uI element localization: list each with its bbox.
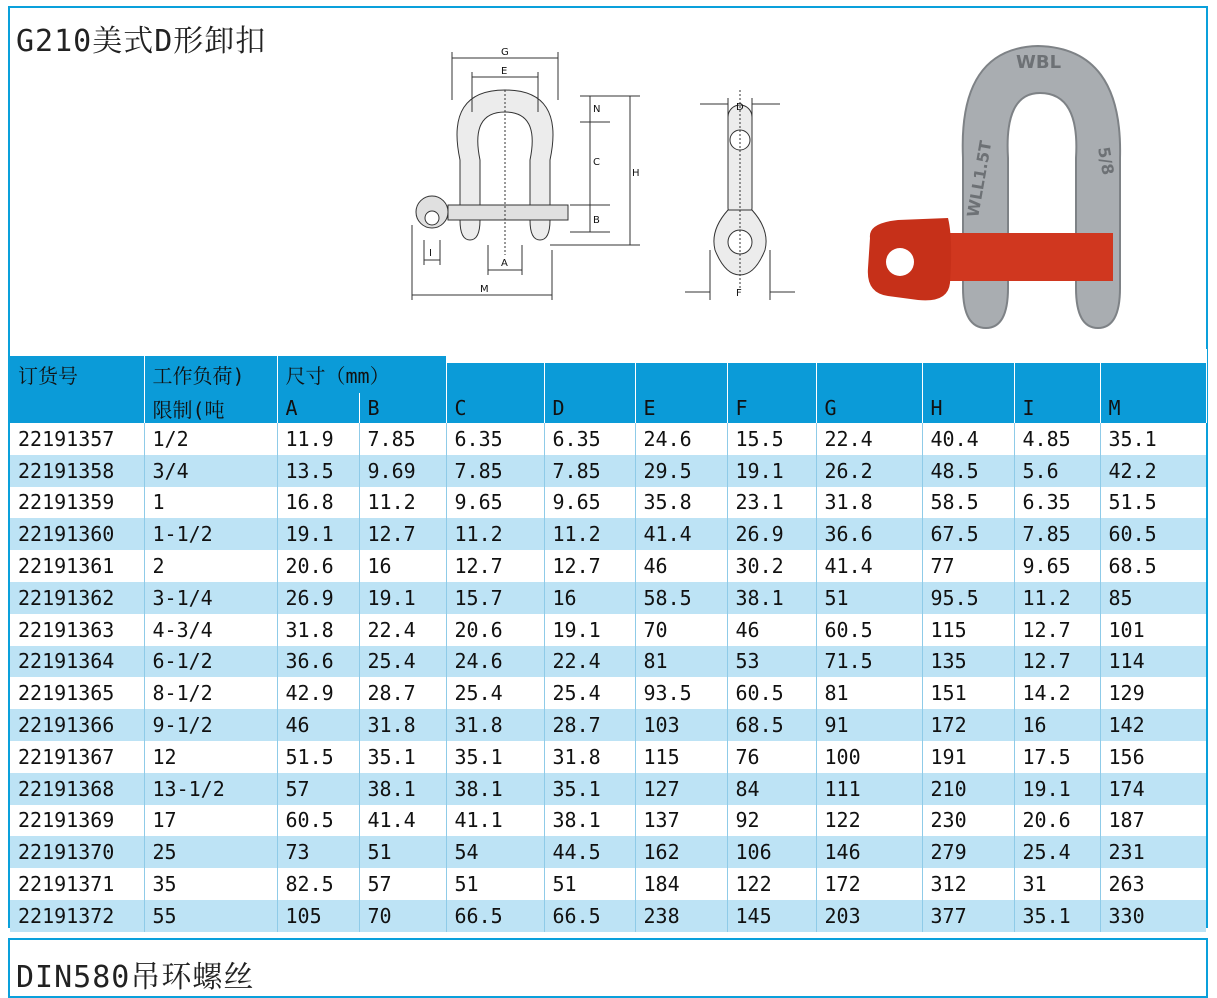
cell-a: 31.8 <box>277 614 359 646</box>
cell-i: 12.7 <box>1014 646 1100 678</box>
cell-load-limit: 3-1/4 <box>144 582 277 614</box>
cell-f: 38.1 <box>727 582 816 614</box>
cell-g: 71.5 <box>816 646 922 678</box>
cell-f: 122 <box>727 868 816 900</box>
header-col-b: B <box>359 393 446 423</box>
cell-g: 60.5 <box>816 614 922 646</box>
cell-a: 36.6 <box>277 646 359 678</box>
cell-f: 92 <box>727 805 816 837</box>
cell-i: 20.6 <box>1014 805 1100 837</box>
cell-g: 26.2 <box>816 455 922 487</box>
cell-f: 60.5 <box>727 677 816 709</box>
photo-size-marking: 5/8 <box>1094 145 1118 177</box>
cell-m: 231 <box>1100 836 1206 868</box>
cell-f: 23.1 <box>727 487 816 519</box>
cell-m: 129 <box>1108 681 1145 706</box>
header-load-limit-unit: 限制(吨 <box>144 393 277 423</box>
cell-b: 38.1 <box>359 773 446 805</box>
cell-g: 81 <box>816 677 922 709</box>
cell-d: 7.85 <box>544 455 635 487</box>
cell-f: 46 <box>727 614 816 646</box>
header-col-c: C <box>446 393 544 423</box>
cell-h: 312 <box>922 868 1014 900</box>
dim-label-d: D <box>736 102 744 113</box>
cell-g: 100 <box>816 741 922 773</box>
cell-m: 51.5 <box>1108 490 1157 515</box>
cell-m: 101 <box>1108 617 1145 642</box>
cell-b: 57 <box>359 868 446 900</box>
cell-load-limit: 4-3/4 <box>144 614 277 646</box>
cell-a: 20.6 <box>277 550 359 582</box>
cell-b: 51 <box>359 836 446 868</box>
cell-order-number: 22191367 <box>10 741 144 773</box>
cell-h: 172 <box>922 709 1014 741</box>
cell-i: 25.4 <box>1014 836 1100 868</box>
cell-i: 4.85 <box>1014 423 1100 455</box>
header-working-load: 工作负荷) <box>144 356 277 393</box>
cell-a: 19.1 <box>277 518 359 550</box>
cell-i: 14.2 <box>1014 677 1100 709</box>
section-title-din580: DIN580吊环螺丝 <box>16 960 255 995</box>
cell-a: 60.5 <box>277 805 359 837</box>
cell-h: 279 <box>922 836 1014 868</box>
header-dimensions: 尺寸（mm） <box>277 356 446 393</box>
table-body <box>10 423 1206 932</box>
cell-d: 19.1 <box>544 614 635 646</box>
header-col-i: I <box>1014 393 1100 423</box>
cell-load-limit: 17 <box>144 805 277 837</box>
cell-d: 25.4 <box>544 677 635 709</box>
table-row <box>10 773 1206 805</box>
cell-f: 53 <box>727 646 816 678</box>
cell-e: 137 <box>635 805 727 837</box>
cell-e: 24.6 <box>635 423 727 455</box>
header2-cell <box>10 393 144 423</box>
cell-h: 77 <box>922 550 1014 582</box>
cell-g: 36.6 <box>816 518 922 550</box>
cell-d: 51 <box>544 868 635 900</box>
cell-b: 11.2 <box>359 487 446 519</box>
shackle-side-view-drawing <box>680 90 800 305</box>
cell-a: 16.8 <box>277 487 359 519</box>
dim-label-i: I <box>429 248 432 259</box>
cell-load-limit: 13-1/2 <box>144 773 277 805</box>
dim-label-a: A <box>501 258 508 269</box>
cell-load-limit: 6-1/2 <box>144 646 277 678</box>
cell-m: 85 <box>1100 582 1206 614</box>
header-col-m: M <box>1100 393 1206 423</box>
cell-c: 51 <box>446 868 544 900</box>
cell-a: 26.9 <box>277 582 359 614</box>
cell-b: 9.69 <box>359 455 446 487</box>
cell-i: 17.5 <box>1014 741 1100 773</box>
cell-m: 68.5 <box>1108 554 1157 579</box>
cell-i: 7.85 <box>1014 518 1100 550</box>
cell-order-number: 22191366 <box>10 709 144 741</box>
cell-a: 42.9 <box>277 677 359 709</box>
cell-f: 145 <box>727 900 816 932</box>
cell-i: 19.1 <box>1014 773 1100 805</box>
cell-d: 6.35 <box>544 423 635 455</box>
dim-label-e: E <box>501 66 508 77</box>
table-row <box>10 900 1206 932</box>
table-row <box>10 646 1206 678</box>
cell-order-number: 22191363 <box>10 614 144 646</box>
cell-m: 35.1 <box>1108 426 1157 451</box>
cell-c: 38.1 <box>446 773 544 805</box>
cell-load-limit: 3/4 <box>144 455 277 487</box>
cell-g: 172 <box>816 868 922 900</box>
cell-i: 31 <box>1014 868 1100 900</box>
cell-g: 111 <box>816 773 922 805</box>
cell-b: 28.7 <box>359 677 446 709</box>
cell-m: 60.5 <box>1100 518 1206 550</box>
cell-order-number: 22191359 <box>10 487 144 519</box>
cell-f: 84 <box>727 773 816 805</box>
cell-h: 115 <box>922 614 1014 646</box>
cell-load-limit: 1/2 <box>144 423 277 455</box>
cell-c: 12.7 <box>446 550 544 582</box>
cell-d: 44.5 <box>544 836 635 868</box>
cell-c: 11.2 <box>446 518 544 550</box>
cell-d: 11.2 <box>544 518 635 550</box>
photo-wll-marking: WLL1.5T <box>963 139 996 219</box>
table-row <box>10 455 1206 487</box>
cell-h: 191 <box>922 741 1014 773</box>
cell-load-limit: 2 <box>144 550 277 582</box>
dim-label-f: F <box>736 288 742 299</box>
cell-order-number: 22191357 <box>10 423 144 455</box>
cell-e: 162 <box>635 836 727 868</box>
cell-e: 70 <box>635 614 727 646</box>
cell-m: 187 <box>1108 808 1145 833</box>
cell-b: 19.1 <box>359 582 446 614</box>
cell-g: 91 <box>816 709 922 741</box>
cell-c: 24.6 <box>446 646 544 678</box>
cell-h: 210 <box>922 773 1014 805</box>
cell-d: 66.5 <box>544 900 635 932</box>
header-col-a: A <box>277 393 359 423</box>
cell-d: 22.4 <box>544 646 635 678</box>
cell-e: 184 <box>635 868 727 900</box>
cell-g: 203 <box>816 900 922 932</box>
cell-e: 103 <box>635 709 727 741</box>
cell-m: 156 <box>1108 744 1145 769</box>
cell-load-limit: 35 <box>144 868 277 900</box>
dim-label-b: B <box>593 215 600 226</box>
cell-e: 35.8 <box>635 487 727 519</box>
cell-d: 35.1 <box>544 773 635 805</box>
cell-d: 16 <box>544 582 635 614</box>
table-row <box>10 868 1206 900</box>
cell-order-number: 22191358 <box>10 455 144 487</box>
cell-i: 12.7 <box>1014 614 1100 646</box>
cell-order-number: 22191364 <box>10 646 144 678</box>
cell-c: 15.7 <box>446 582 544 614</box>
shackle-front-view-drawing <box>400 40 650 305</box>
table-row <box>10 741 1206 773</box>
shackle-product-photo <box>858 38 1138 330</box>
cell-b: 70 <box>359 900 446 932</box>
cell-a: 51.5 <box>277 741 359 773</box>
cell-m: 263 <box>1108 872 1145 897</box>
cell-f: 106 <box>727 836 816 868</box>
cell-m: 114 <box>1100 646 1206 678</box>
cell-g: 41.4 <box>816 550 922 582</box>
cell-d: 28.7 <box>544 709 635 741</box>
cell-c: 9.65 <box>446 487 544 519</box>
cell-a: 57 <box>277 773 359 805</box>
cell-load-limit: 1 <box>144 487 277 519</box>
cell-g: 22.4 <box>816 423 922 455</box>
cell-g: 122 <box>816 805 922 837</box>
cell-f: 68.5 <box>727 709 816 741</box>
cell-h: 95.5 <box>922 582 1014 614</box>
cell-a: 73 <box>277 836 359 868</box>
cell-order-number: 22191368 <box>10 773 144 805</box>
cell-f: 19.1 <box>727 455 816 487</box>
table-row <box>10 709 1206 741</box>
cell-c: 54 <box>446 836 544 868</box>
cell-h: 67.5 <box>922 518 1014 550</box>
cell-order-number: 22191362 <box>10 582 144 614</box>
cell-b: 35.1 <box>359 741 446 773</box>
cell-b: 7.85 <box>359 423 446 455</box>
cell-e: 81 <box>635 646 727 678</box>
cell-a: 82.5 <box>277 868 359 900</box>
table-row <box>10 423 1206 455</box>
cell-e: 29.5 <box>635 455 727 487</box>
cell-load-limit: 8-1/2 <box>144 677 277 709</box>
dim-label-m: M <box>480 284 489 295</box>
header-col-g: G <box>816 393 922 423</box>
cell-h: 58.5 <box>922 487 1014 519</box>
cell-f: 30.2 <box>727 550 816 582</box>
specification-table <box>10 349 1207 932</box>
table-row <box>10 582 1206 614</box>
cell-d: 12.7 <box>544 550 635 582</box>
table-header-row-1 <box>10 356 1206 393</box>
cell-b: 12.7 <box>359 518 446 550</box>
cell-i: 16 <box>1014 709 1100 741</box>
section-title-g210: G210美式D形卸扣 <box>16 24 267 59</box>
cell-load-limit: 9-1/2 <box>144 709 277 741</box>
table-row <box>10 805 1206 837</box>
cell-a: 11.9 <box>277 423 359 455</box>
cell-b: 25.4 <box>359 646 446 678</box>
cell-h: 151 <box>922 677 1014 709</box>
cell-m: 174 <box>1100 773 1206 805</box>
cell-c: 66.5 <box>446 900 544 932</box>
cell-m: 142 <box>1100 709 1206 741</box>
cell-d: 31.8 <box>544 741 635 773</box>
cell-i: 35.1 <box>1014 900 1100 932</box>
cell-c: 31.8 <box>446 709 544 741</box>
cell-b: 16 <box>359 550 446 582</box>
cell-c: 35.1 <box>446 741 544 773</box>
cell-h: 230 <box>922 805 1014 837</box>
cell-a: 46 <box>277 709 359 741</box>
cell-e: 41.4 <box>635 518 727 550</box>
table-header-row-2 <box>10 393 1206 423</box>
cell-e: 115 <box>635 741 727 773</box>
cell-a: 105 <box>277 900 359 932</box>
cell-order-number: 22191372 <box>10 900 144 932</box>
cell-f: 76 <box>727 741 816 773</box>
cell-a: 13.5 <box>277 455 359 487</box>
header-order-number: 订货号 <box>10 356 144 393</box>
cell-load-limit: 12 <box>144 741 277 773</box>
cell-load-limit: 55 <box>144 900 277 932</box>
dim-label-c: C <box>593 157 600 168</box>
cell-f: 26.9 <box>727 518 816 550</box>
cell-load-limit: 1-1/2 <box>144 518 277 550</box>
cell-m: 42.2 <box>1100 455 1206 487</box>
cell-load-limit: 25 <box>144 836 277 868</box>
header-col-f: F <box>727 393 816 423</box>
header-col-d: D <box>544 393 635 423</box>
cell-e: 93.5 <box>635 677 727 709</box>
cell-d: 9.65 <box>544 487 635 519</box>
photo-brand-marking: WBL <box>1016 52 1062 73</box>
cell-h: 377 <box>922 900 1014 932</box>
cell-order-number: 22191360 <box>10 518 144 550</box>
cell-b: 22.4 <box>359 614 446 646</box>
cell-i: 6.35 <box>1014 487 1100 519</box>
table-row <box>10 614 1206 646</box>
cell-d: 38.1 <box>544 805 635 837</box>
cell-c: 6.35 <box>446 423 544 455</box>
cell-h: 48.5 <box>922 455 1014 487</box>
cell-order-number: 22191369 <box>10 805 144 837</box>
dim-label-n: N <box>593 104 601 115</box>
cell-g: 146 <box>816 836 922 868</box>
cell-order-number: 22191365 <box>10 677 144 709</box>
header-col-e: E <box>635 393 727 423</box>
cell-i: 5.6 <box>1014 455 1100 487</box>
dim-label-g: G <box>501 47 509 58</box>
cell-c: 25.4 <box>446 677 544 709</box>
cell-b: 41.4 <box>359 805 446 837</box>
dim-label-h: H <box>632 168 640 179</box>
table-row <box>10 550 1206 582</box>
cell-m: 330 <box>1100 900 1206 932</box>
cell-i: 9.65 <box>1014 550 1100 582</box>
cell-g: 31.8 <box>816 487 922 519</box>
cell-g: 51 <box>816 582 922 614</box>
cell-c: 41.1 <box>446 805 544 837</box>
cell-e: 238 <box>635 900 727 932</box>
cell-h: 40.4 <box>922 423 1014 455</box>
table-row <box>10 487 1206 519</box>
cell-c: 7.85 <box>446 455 544 487</box>
cell-order-number: 22191361 <box>10 550 144 582</box>
cell-c: 20.6 <box>446 614 544 646</box>
cell-e: 58.5 <box>635 582 727 614</box>
cell-order-number: 22191371 <box>10 868 144 900</box>
cell-order-number: 22191370 <box>10 836 144 868</box>
cell-h: 135 <box>922 646 1014 678</box>
table-row <box>10 677 1206 709</box>
cell-b: 31.8 <box>359 709 446 741</box>
cell-i: 11.2 <box>1014 582 1100 614</box>
cell-e: 127 <box>635 773 727 805</box>
table-row <box>10 518 1206 550</box>
cell-e: 46 <box>635 550 727 582</box>
header-col-h: H <box>922 393 1014 423</box>
cell-f: 15.5 <box>727 423 816 455</box>
table-row <box>10 836 1206 868</box>
